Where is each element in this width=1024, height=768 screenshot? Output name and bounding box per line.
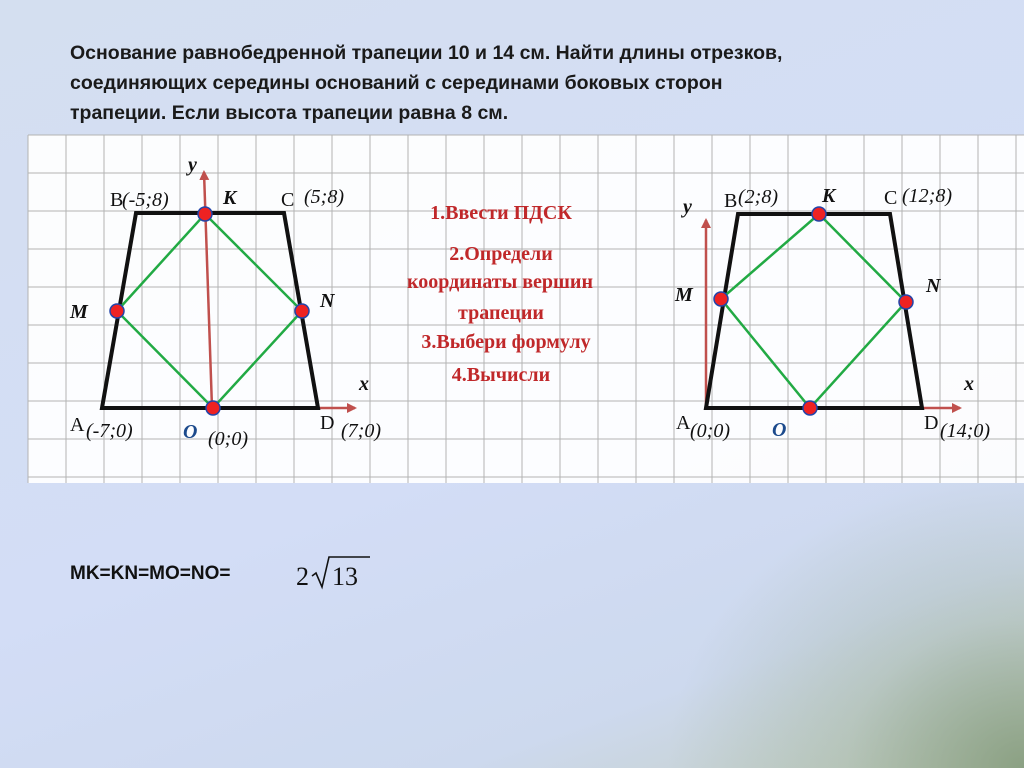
answer-radicand: 13	[332, 562, 358, 591]
right-point-M	[714, 292, 728, 306]
right-coord-C: (12;8)	[902, 185, 952, 207]
right-label-D: D	[924, 412, 939, 434]
right-label-M: M	[675, 284, 693, 306]
right-point-O	[803, 401, 817, 415]
left-point-N	[295, 304, 309, 318]
problem-line-3: трапеции. Если высота трапеции равна 8 см.	[70, 102, 509, 124]
left-label-O: O	[183, 421, 198, 443]
left-coord-D: (7;0)	[341, 420, 381, 442]
right-point-N	[899, 295, 913, 309]
step-2-line-2: координаты вершин	[407, 271, 593, 293]
step-2-line-3: трапеции	[458, 302, 544, 324]
left-y-axis-label: y	[188, 154, 197, 176]
left-label-K: K	[223, 187, 237, 209]
left-point-M	[110, 304, 124, 318]
right-y-axis-label: y	[683, 196, 692, 218]
problem-line-1: Основание равнобедренной трапеции 10 и 14 см. Найти длины отрезков,	[70, 42, 783, 64]
right-coord-A: (0;0)	[690, 420, 730, 442]
right-label-O: O	[772, 419, 787, 441]
right-label-A: A	[676, 412, 691, 434]
left-point-O	[206, 401, 220, 415]
right-point-K	[812, 207, 826, 221]
step-1: 1.Ввести ПДСК	[430, 202, 572, 224]
answer-coefficient: 2	[296, 562, 309, 591]
left-label-D: D	[320, 412, 335, 434]
left-label-M: M	[70, 301, 88, 323]
answer-radical	[296, 552, 376, 592]
answer-lhs: MK=KN=MO=NO=	[70, 563, 231, 584]
left-coord-C: (5;8)	[304, 186, 344, 208]
problem-line-2: соединяющих середины оснований с серединами боковых сторон	[70, 72, 723, 94]
left-x-axis-label: x	[359, 373, 369, 395]
right-label-C: C	[884, 187, 898, 209]
right-coord-B: (2;8)	[738, 186, 778, 208]
right-label-B: B	[724, 190, 738, 212]
right-label-N: N	[926, 275, 941, 297]
left-label-A: A	[70, 414, 85, 436]
step-3: 3.Выбери формулу	[421, 331, 591, 353]
step-2-line-1: 2.Определи	[449, 243, 553, 265]
left-coord-O: (0;0)	[208, 428, 248, 450]
left-coord-B: (-5;8)	[122, 189, 169, 211]
left-label-C: C	[281, 189, 295, 211]
right-label-K: K	[822, 185, 836, 207]
left-point-K	[198, 207, 212, 221]
right-x-axis-label: x	[964, 373, 974, 395]
left-label-B: B	[110, 189, 124, 211]
left-coord-A: (-7;0)	[86, 420, 133, 442]
right-coord-D: (14;0)	[940, 420, 990, 442]
step-4: 4.Вычисли	[451, 364, 551, 386]
left-label-N: N	[320, 290, 335, 312]
